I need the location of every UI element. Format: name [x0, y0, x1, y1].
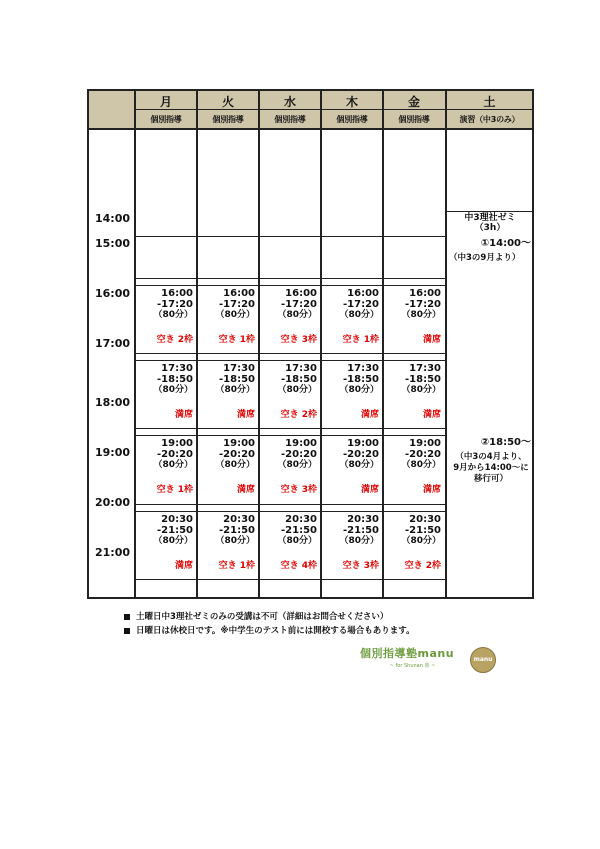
- logo-tagline: ~ for Shunan 塾 ~: [389, 663, 436, 669]
- slot-duration: （80分）: [215, 536, 255, 546]
- border-top: [87, 89, 534, 91]
- time-column-header: [87, 89, 135, 129]
- sat-row-line: [445, 211, 533, 212]
- slot-end: -21:50: [157, 525, 193, 536]
- availability-label: 満席: [236, 485, 255, 495]
- availability-label: 空き 2枠: [404, 561, 441, 571]
- time-slot-cell: [135, 438, 193, 471]
- slot-start: 19:00: [409, 438, 441, 449]
- sat-second-note-1: （中3の4月より、: [455, 452, 527, 462]
- slot-duration: （80分）: [153, 310, 193, 320]
- logo-text: 個別指導塾manu: [360, 647, 455, 660]
- availability-label: 空き 1枠: [156, 485, 193, 495]
- slot-end: -21:50: [405, 525, 441, 536]
- sat-second-time: ②18:50～: [480, 437, 531, 448]
- slot-duration: （80分）: [339, 310, 379, 320]
- slot-end: -21:50: [343, 525, 379, 536]
- slot-start: 20:30: [161, 514, 193, 525]
- time-label: 19:00: [95, 446, 131, 459]
- availability-label: 空き 3枠: [280, 335, 317, 345]
- availability-label: 空き 3枠: [342, 561, 379, 571]
- time-slot-cell: [197, 288, 255, 321]
- slot-start: 20:30: [285, 514, 317, 525]
- availability-label: 満席: [174, 410, 193, 420]
- availability-label: 満席: [422, 485, 441, 495]
- time-slot-cell: [197, 514, 255, 547]
- availability-label: 満席: [174, 561, 193, 571]
- day-sub-wed: 個別指導: [274, 115, 306, 124]
- sat-second-note-2: 9月から14:00～に: [453, 463, 529, 473]
- availability-label: 満席: [360, 410, 379, 420]
- sat-first-time: ①14:00～: [480, 238, 531, 249]
- availability-label: 空き 1枠: [218, 561, 255, 571]
- slot-end: -18:50: [157, 374, 193, 385]
- note-saturday: [124, 610, 388, 622]
- row-line-g: [135, 435, 446, 436]
- slot-end: -17:20: [405, 299, 441, 310]
- time-slot-cell: [259, 363, 317, 396]
- border-bottom: [87, 597, 534, 599]
- sat-title: 中3理社ゼミ: [464, 213, 516, 223]
- slot-duration: （80分）: [401, 460, 441, 470]
- day-header-wed: 水: [283, 95, 296, 109]
- time-slot-cell: [197, 363, 255, 396]
- header-mid-line: [135, 109, 532, 110]
- day-sub-thu: 個別指導: [336, 115, 368, 124]
- slot-end: -17:20: [343, 299, 379, 310]
- slot-duration: （80分）: [153, 460, 193, 470]
- time-slot-cell: [321, 288, 379, 321]
- slot-duration: （80分）: [277, 460, 317, 470]
- slot-start: 19:00: [347, 438, 379, 449]
- slot-duration: （80分）: [401, 310, 441, 320]
- slot-start: 16:00: [223, 288, 255, 299]
- slot-end: -20:20: [405, 449, 441, 460]
- availability-label: 空き 3枠: [280, 485, 317, 495]
- slot-end: -20:20: [219, 449, 255, 460]
- slot-start: 20:30: [409, 514, 441, 525]
- border-left: [87, 89, 89, 599]
- slot-duration: （80分）: [339, 460, 379, 470]
- availability-label: 満席: [236, 410, 255, 420]
- slot-duration: （80分）: [277, 310, 317, 320]
- slot-start: 20:30: [223, 514, 255, 525]
- sat-second-note-3: 移行可）: [473, 474, 508, 484]
- time-label: 17:00: [95, 337, 131, 350]
- availability-label: 満席: [422, 410, 441, 420]
- time-slot-cell: [383, 363, 441, 396]
- time-slot-cell: [259, 288, 317, 321]
- slot-end: -20:20: [281, 449, 317, 460]
- col-line-6: [445, 89, 447, 599]
- day-header-mon: 月: [159, 95, 172, 109]
- slot-end: -18:50: [219, 374, 255, 385]
- bullet-square-icon: [124, 628, 130, 634]
- slot-duration: （80分）: [339, 385, 379, 395]
- slot-duration: （80分）: [215, 460, 255, 470]
- time-label: 21:00: [95, 546, 131, 559]
- slot-start: 16:00: [409, 288, 441, 299]
- availability-label: 満席: [360, 485, 379, 495]
- sat-first-note: （中3の9月より）: [449, 253, 521, 263]
- slot-duration: （80分）: [153, 385, 193, 395]
- slot-duration: （80分）: [401, 385, 441, 395]
- time-slot-cell: [321, 363, 379, 396]
- row-line-i: [135, 511, 446, 512]
- day-header-tue: 火: [221, 95, 234, 109]
- time-slot-cell: [259, 514, 317, 547]
- row-line-a: [135, 236, 446, 237]
- day-sub-fri: 個別指導: [398, 115, 430, 124]
- time-slot-cell: [383, 288, 441, 321]
- time-slot-cell: [135, 514, 193, 547]
- bullet-square-icon: [124, 614, 130, 620]
- time-label: 20:00: [95, 496, 131, 509]
- time-slot-cell: [383, 438, 441, 471]
- slot-start: 19:00: [223, 438, 255, 449]
- row-line-c: [135, 285, 446, 286]
- day-sub-sat: 演習（中3のみ）: [459, 115, 520, 124]
- slot-start: 19:00: [161, 438, 193, 449]
- row-line-e: [135, 360, 446, 361]
- brand-seal-icon: [470, 647, 496, 673]
- row-line-d: [135, 353, 446, 354]
- border-right: [532, 89, 534, 599]
- availability-label: 空き 4枠: [280, 561, 317, 571]
- slot-duration: （80分）: [401, 536, 441, 546]
- time-slot-cell: [321, 514, 379, 547]
- slot-duration: （80分）: [277, 536, 317, 546]
- day-header-fri: 金: [407, 95, 420, 109]
- sat-hours: （3h）: [474, 223, 506, 233]
- slot-end: -20:20: [157, 449, 193, 460]
- availability-label: 満席: [422, 335, 441, 345]
- day-header-sat: 土: [483, 95, 496, 109]
- time-slot-cell: [383, 514, 441, 547]
- slot-end: -18:50: [405, 374, 441, 385]
- slot-end: -18:50: [343, 374, 379, 385]
- slot-end: -20:20: [343, 449, 379, 460]
- header-bottom-line: [87, 128, 534, 130]
- slot-start: 16:00: [161, 288, 193, 299]
- note-text: 土曜日中3理社ゼミのみの受講は不可（詳細はお問合せください）: [136, 612, 389, 622]
- day-sub-mon: 個別指導: [150, 115, 182, 124]
- slot-end: -18:50: [281, 374, 317, 385]
- note-text: 日曜日は休校日です。※中学生のテスト前には開校する場合もあります。: [136, 626, 415, 636]
- slot-start: 19:00: [285, 438, 317, 449]
- slot-end: -21:50: [281, 525, 317, 536]
- time-label: 18:00: [95, 396, 131, 409]
- slot-duration: （80分）: [339, 536, 379, 546]
- row-line-f: [135, 428, 446, 429]
- day-header-thu: 木: [345, 95, 358, 109]
- time-label: 15:00: [95, 237, 131, 250]
- time-slot-cell: [259, 438, 317, 471]
- time-label: 16:00: [95, 287, 131, 300]
- slot-end: -17:20: [219, 299, 255, 310]
- row-line-h: [135, 504, 446, 505]
- slot-duration: （80分）: [215, 310, 255, 320]
- availability-label: 空き 1枠: [218, 335, 255, 345]
- slot-start: 16:00: [285, 288, 317, 299]
- row-line-b: [135, 278, 446, 279]
- day-sub-tue: 個別指導: [212, 115, 244, 124]
- slot-start: 17:30: [347, 363, 379, 374]
- slot-start: 17:30: [161, 363, 193, 374]
- note-sunday: [124, 624, 415, 636]
- row-line-j: [135, 579, 446, 580]
- slot-end: -17:20: [281, 299, 317, 310]
- time-slot-cell: [135, 363, 193, 396]
- time-slot-cell: [197, 438, 255, 471]
- slot-start: 17:30: [409, 363, 441, 374]
- slot-duration: （80分）: [153, 536, 193, 546]
- slot-end: -21:50: [219, 525, 255, 536]
- slot-start: 16:00: [347, 288, 379, 299]
- availability-label: 空き 1枠: [342, 335, 379, 345]
- time-label: 14:00: [95, 212, 131, 225]
- slot-start: 20:30: [347, 514, 379, 525]
- slot-end: -17:20: [157, 299, 193, 310]
- availability-label: 空き 2枠: [280, 410, 317, 420]
- slot-start: 17:30: [285, 363, 317, 374]
- time-slot-cell: [321, 438, 379, 471]
- slot-duration: （80分）: [215, 385, 255, 395]
- slot-start: 17:30: [223, 363, 255, 374]
- time-slot-cell: [135, 288, 193, 321]
- seal-text: manu: [473, 656, 493, 663]
- slot-duration: （80分）: [277, 385, 317, 395]
- availability-label: 空き 2枠: [156, 335, 193, 345]
